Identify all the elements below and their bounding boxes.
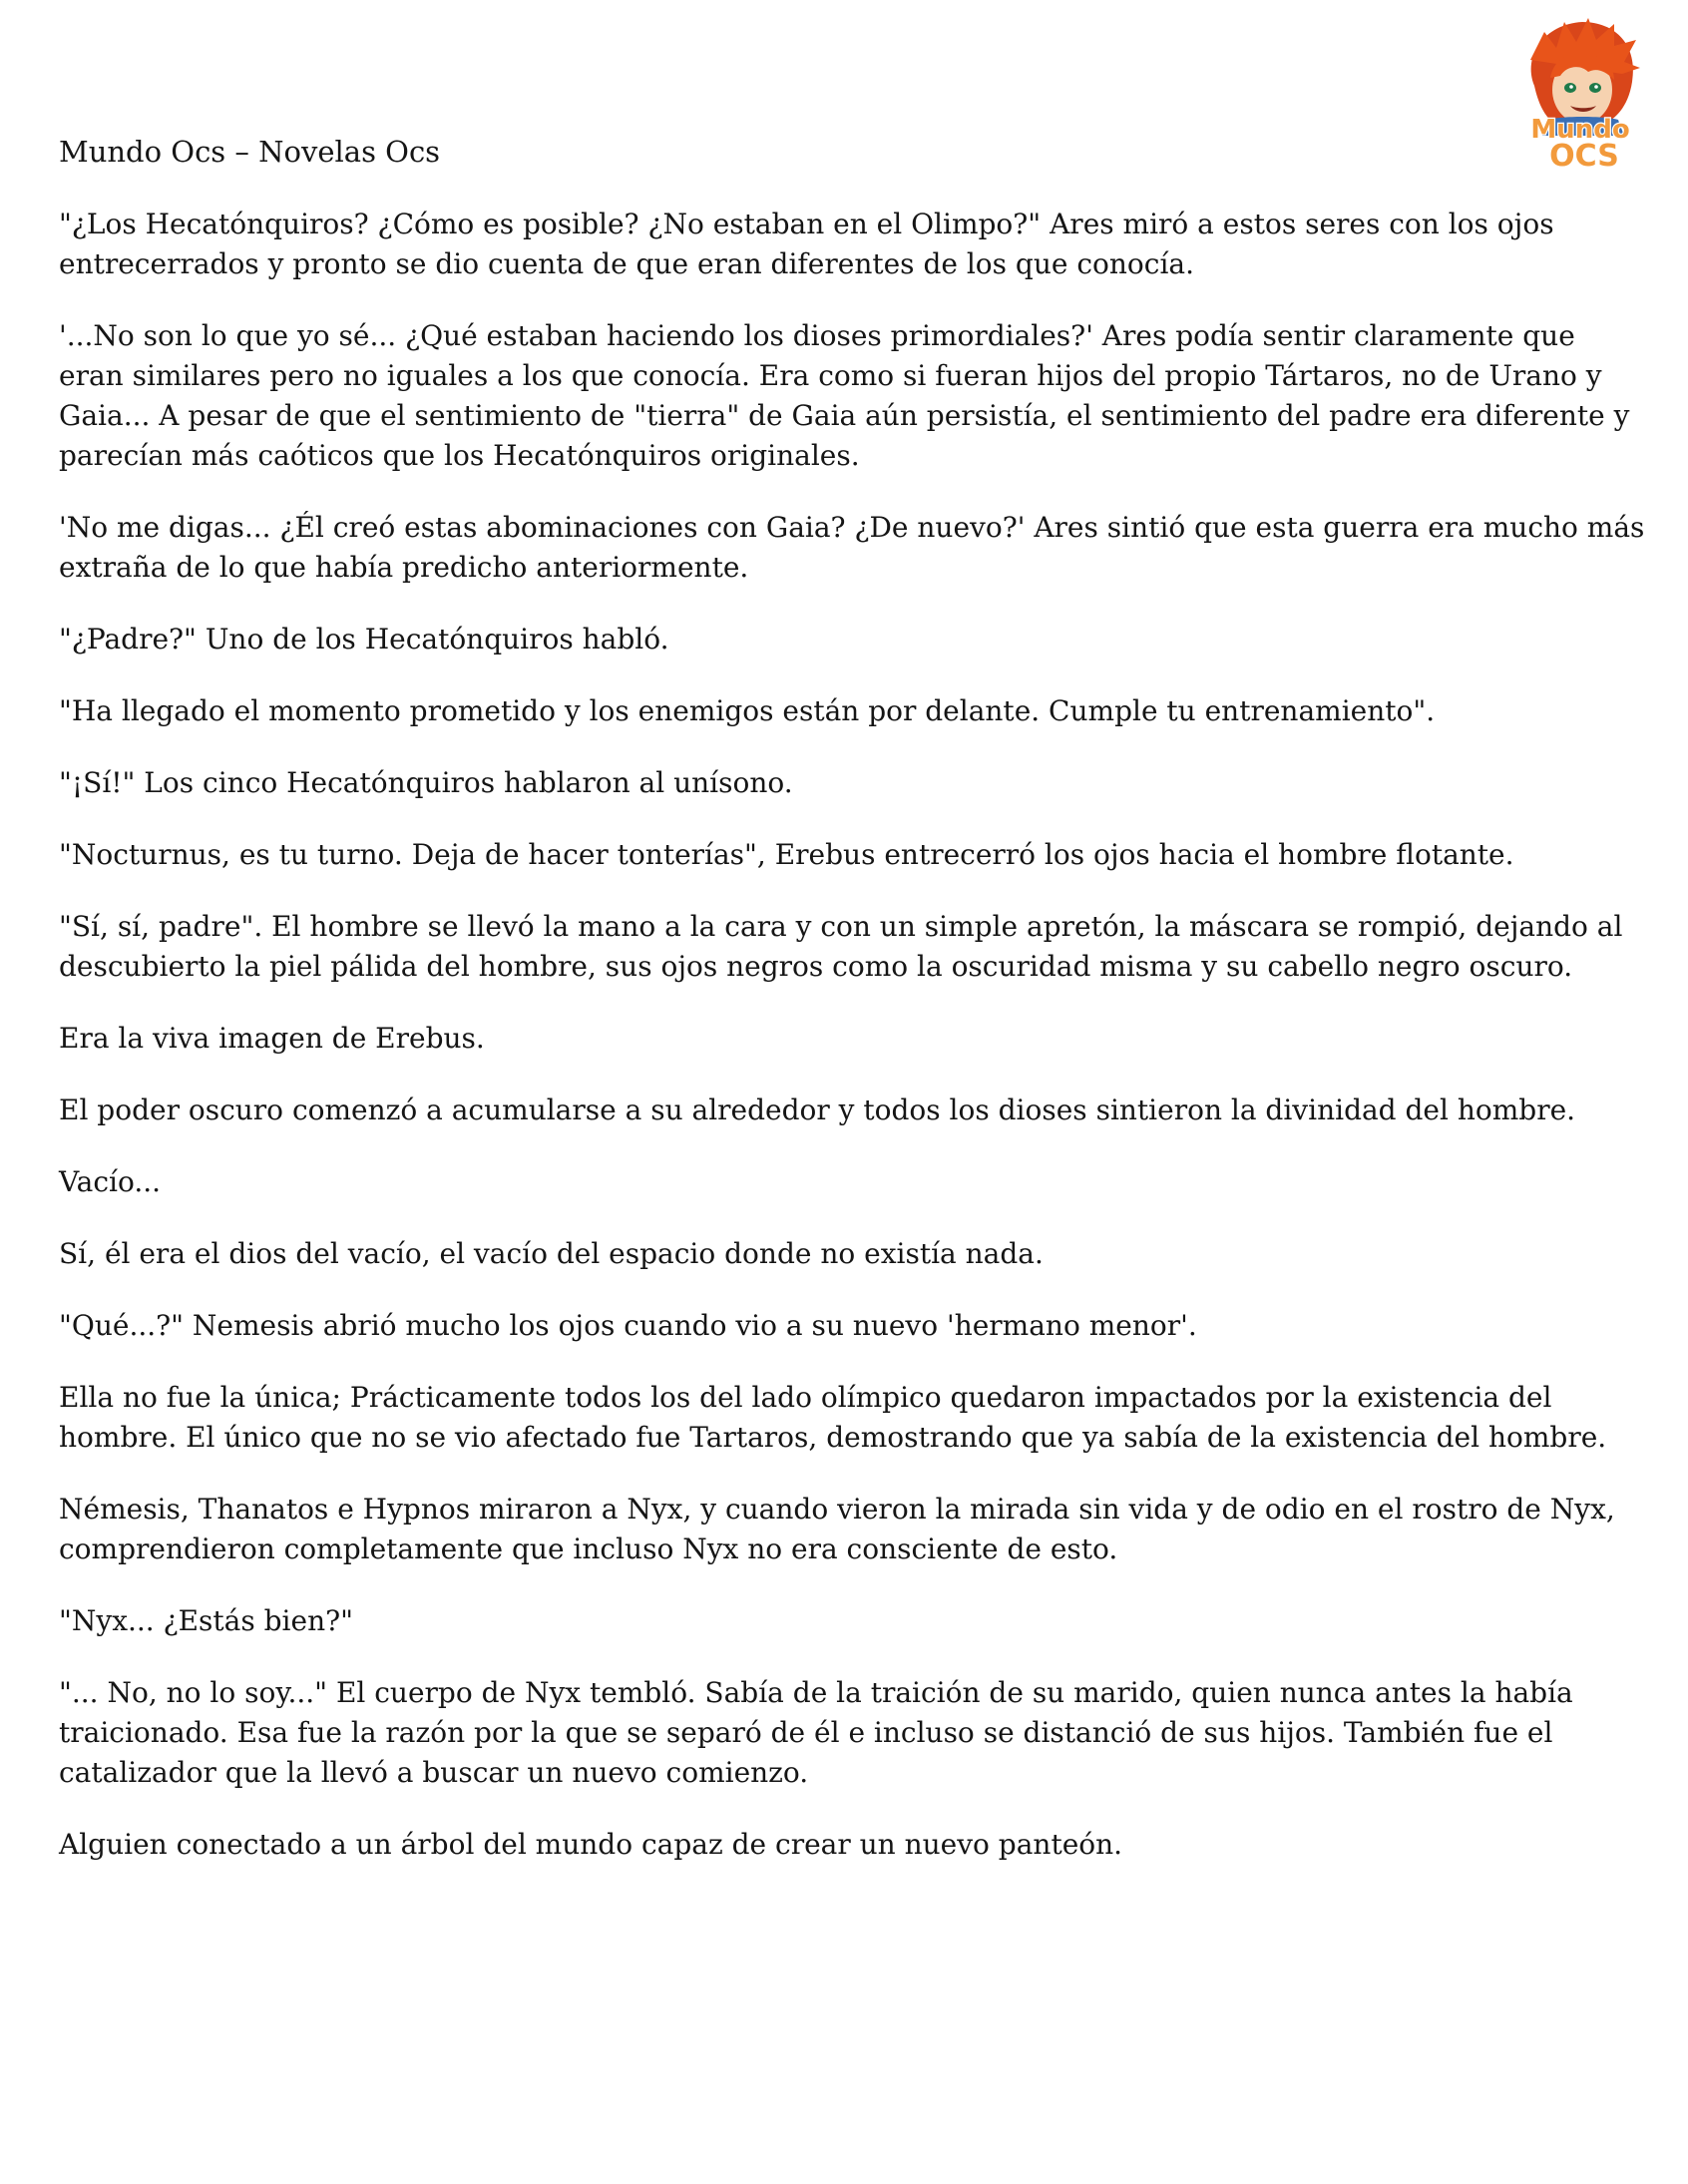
paragraph: "Sí, sí, padre". El hombre se llevó la mano a la cara y con un simple apretón, la máscara se rompió, dejando al descubierto la piel pálida del hombre, sus ojos negros como la oscuridad misma y su cabello negro oscuro.: [59, 910, 1623, 983]
paragraph: El poder oscuro comenzó a acumularse a su alrededor y todos los dioses sintieron la divinidad del hombre.: [59, 1093, 1576, 1126]
story-body: [59, 205, 1647, 1897]
paragraph: Era la viva imagen de Erebus.: [59, 1022, 485, 1055]
paragraph: "... No, no lo soy..." El cuerpo de Nyx tembló. Sabía de la traición de su marido, quien nunca antes la había traicionado. Esa fue la razón por la que se separó de él e incluso se distanció de sus hijos. También fue el catalizador que la llevó a buscar un nuevo comienzo.: [59, 1676, 1573, 1789]
paragraph: "¿Padre?" Uno de los Hecatónquiros habló.: [59, 623, 669, 655]
paragraph: "Nyx... ¿Estás bien?": [59, 1604, 353, 1637]
paragraph: "¡Sí!" Los cinco Hecatónquiros hablaron al unísono.: [59, 766, 793, 799]
paragraph: "¿Los Hecatónquiros? ¿Cómo es posible? ¿No estaban en el Olimpo?" Ares miró a estos seres con los ojos entrecerrados y pronto se dio cuenta de que eran diferentes de los que conocía.: [59, 208, 1554, 280]
logo-text-top: Mundo: [1530, 115, 1630, 145]
paragraph: "Ha llegado el momento prometido y los enemigos están por delante. Cumple tu entrenamiento".: [59, 694, 1436, 727]
paragraph: Alguien conectado a un árbol del mundo capaz de crear un nuevo panteón.: [59, 1828, 1123, 1861]
site-title: Mundo Ocs – Novelas Ocs: [59, 135, 441, 169]
paragraph: 'No me digas... ¿Él creó estas abominaciones con Gaia? ¿De nuevo?' Ares sintió que esta guerra era mucho más extraña de lo que había predicho anteriormente.: [59, 511, 1645, 584]
paragraph: '...No son lo que yo sé... ¿Qué estaban haciendo los dioses primordiales?' Ares podía sentir claramente que eran similares pero no iguales a los que conocía. Era como si fueran hijos del propio Tártaros, no de Urano y Gaia... A pesar de que el sentimiento de "tierra" de Gaia aún persistía, el sentimiento del padre era diferente y parecían más caóticos que los Hecatónquiros originales.: [59, 319, 1630, 472]
paragraph: "Qué...?" Nemesis abrió mucho los ojos cuando vio a su nuevo 'hermano menor'.: [59, 1309, 1197, 1342]
paragraph: Némesis, Thanatos e Hypnos miraron a Nyx, y cuando vieron la mirada sin vida y de odio en el rostro de Nyx, comprendieron completamente que incluso Nyx no era consciente de esto.: [59, 1493, 1615, 1565]
paragraph: Ella no fue la única; Prácticamente todos los del lado olímpico quedaron impactados por la existencia del hombre. El único que no se vio afectado fue Tartaros, demostrando que ya sabía de la existencia del hombre.: [59, 1381, 1607, 1454]
mundo-ocs-logo: [1504, 16, 1656, 172]
paragraph: "Nocturnus, es tu turno. Deja de hacer tonterías", Erebus entrecerró los ojos hacia el hombre flotante.: [59, 838, 1514, 871]
paragraph: Sí, él era el dios del vacío, el vacío del espacio donde no existía nada.: [59, 1237, 1044, 1270]
paragraph: Vacío...: [59, 1165, 162, 1198]
logo-text-bottom: OCS: [1549, 139, 1619, 172]
